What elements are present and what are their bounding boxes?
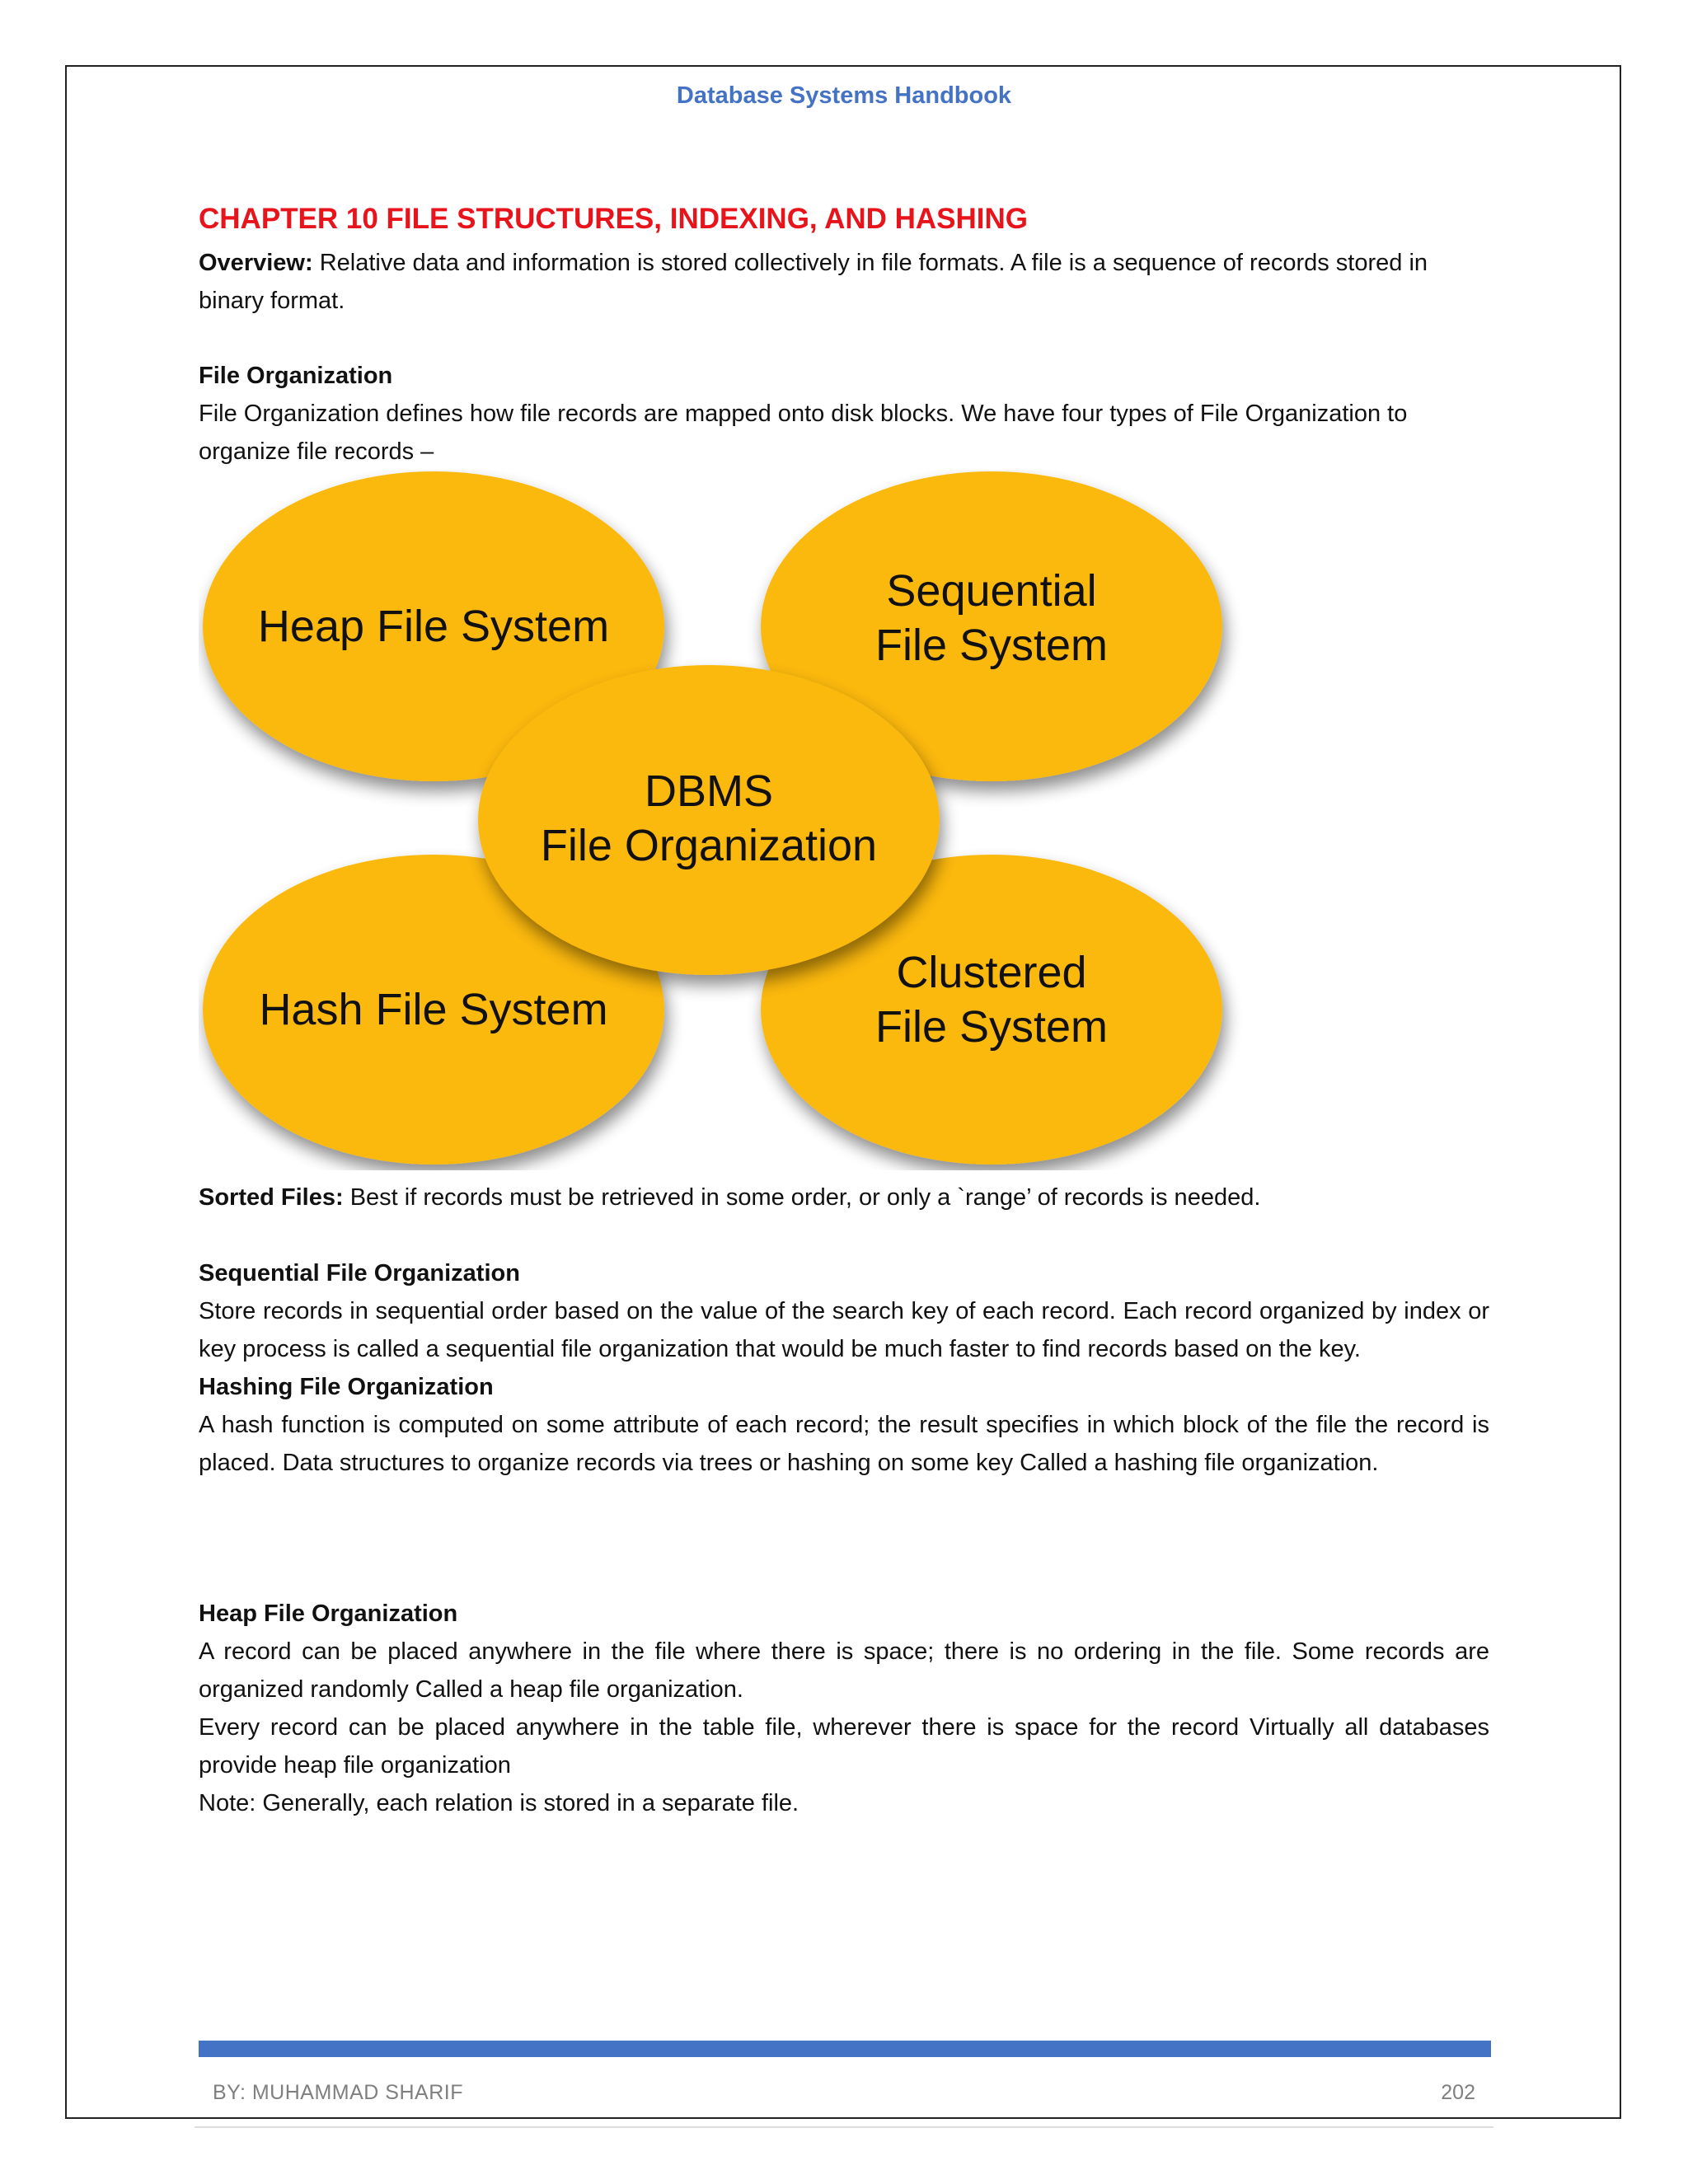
footer-bar (199, 2041, 1491, 2057)
sequential-section (199, 1254, 1489, 1482)
sequential-text: Store records in sequential order based on the value of the search key of each record. Each record organized by index or key process is called a sequential file organization that would be much faster to find records based on the key. (199, 1298, 1489, 1362)
file-organization-diagram (199, 470, 1245, 1170)
overview-label: Overview: (199, 250, 313, 276)
hashing-heading: Hashing File Organization (199, 1374, 494, 1400)
sequential-label-line2: File System (874, 621, 1109, 670)
sorted-files-label: Sorted Files: (199, 1184, 344, 1211)
center-ellipse (478, 665, 940, 975)
file-organization-section (199, 357, 1489, 471)
overview-paragraph (199, 244, 1489, 320)
sequential-label-line1: Sequential (886, 566, 1097, 616)
footer-author: BY: MUHAMMAD SHARIF (213, 2081, 463, 2104)
page-number: 202 (1441, 2081, 1475, 2104)
file-organization-text: File Organization defines how file records are mapped onto disk blocks. We have four types of File Organization to organize file records – (199, 401, 1408, 465)
center-label-line1: DBMS (644, 766, 774, 816)
clustered-label-line1: Clustered (896, 948, 1087, 997)
sorted-files-paragraph (199, 1179, 1489, 1216)
heap-text-2: Every record can be placed anywhere in the table file, wherever there is space for the record Virtually all databases provide heap file organization (199, 1714, 1489, 1779)
heap-note: Note: Generally, each relation is stored in a separate file. (199, 1790, 799, 1816)
hashing-text: A hash function is computed on some attribute of each record; the result specifies in which block of the file the record is placed. Data structures to organize records via trees or hashing on some key Called a hashing file organization. (199, 1412, 1489, 1476)
heap-label: Heap File System (257, 602, 610, 651)
center-label-line2: File Organization (540, 821, 878, 870)
diagram-svg (199, 470, 1245, 1170)
file-organization-heading: File Organization (199, 363, 393, 389)
heap-heading: Heap File Organization (199, 1601, 458, 1627)
chapter-title: CHAPTER 10 FILE STRUCTURES, INDEXING, AND HASHING (199, 203, 1029, 235)
footer-rule (195, 2126, 1493, 2128)
clustered-label-line2: File System (874, 1002, 1109, 1052)
overview-text: Relative data and information is stored collectively in file formats. A file is a sequence of records stored in binary format. (199, 250, 1428, 314)
sorted-files-text: Best if records must be retrieved in some order, or only a `range’ of records is needed. (343, 1184, 1261, 1211)
hash-label: Hash File System (259, 985, 608, 1034)
header-title: Database Systems Handbook (676, 82, 1012, 109)
sequential-heading: Sequential File Organization (199, 1260, 520, 1286)
heap-section (199, 1595, 1489, 1822)
heap-text-1: A record can be placed anywhere in the file where there is space; there is no ordering in the file. Some records are organized randomly Called a heap file organization. (199, 1638, 1489, 1703)
